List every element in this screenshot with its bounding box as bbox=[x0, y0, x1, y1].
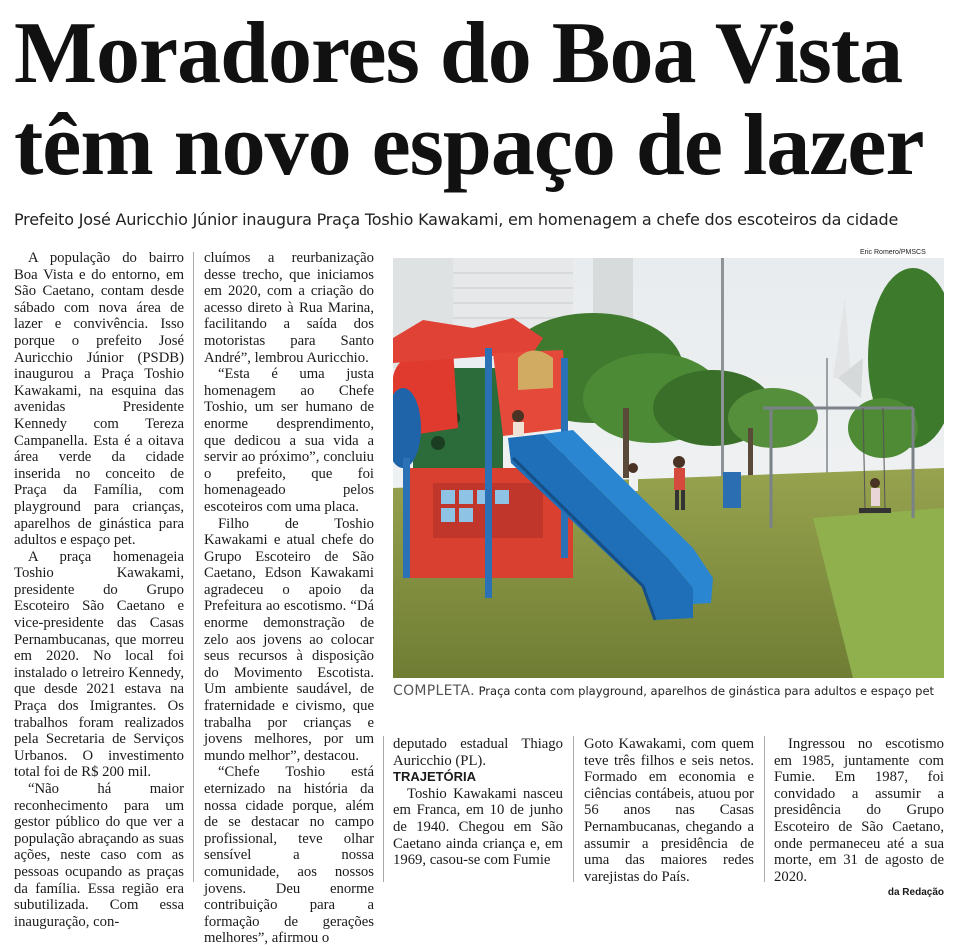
paragraph: deputado estadual Thiago Auricchio (PL). bbox=[393, 736, 563, 769]
headline-line-2: têm novo espaço de lazer bbox=[14, 97, 924, 194]
caption-kicker: COMPLETA. bbox=[393, 683, 475, 699]
paragraph: “Não há maior reconhecimento para um gestor público do que ver a população abraçando as suas ações, neste caso com as pessoas ocupando as praças da família. Essa região era subutilizada. Com essa inauguração, con- bbox=[14, 781, 184, 930]
paragraph: Toshio Kawakami nasceu em Franca, em 10 de junho de 1940. Chegou em São Caetano ainda criança e, em 1969, casou-se com Fumie bbox=[393, 785, 563, 869]
caption-text: Praça conta com playground, aparelhos de ginástica para adultos e espaço pet bbox=[478, 684, 935, 698]
column-rule bbox=[573, 736, 574, 882]
article-column-1 bbox=[14, 250, 184, 930]
photo-caption bbox=[393, 683, 948, 699]
paragraph: Goto Kawakami, com quem teve três filhos e seis netos. Formado em economia e ciências contábeis, atuou por 56 anos nas Casas Pernambucanas, chegando a assumir a presidência de uma das maiores redes varejistas do País. bbox=[584, 736, 754, 885]
article-column-2 bbox=[204, 250, 374, 947]
column-rule bbox=[383, 736, 384, 882]
section-subtitle: TRAJETÓRIA bbox=[393, 769, 477, 785]
article-column-4 bbox=[584, 736, 754, 885]
article-column-5 bbox=[774, 736, 944, 902]
article-column-3 bbox=[393, 736, 563, 869]
paragraph: Ingressou no escotismo em 1985, juntamente com Fumie. Em 1987, foi convidado a assumir a presidência do Grupo Escoteiro de São Caetano, onde permaneceu até a sua morte, em 31 de agosto de 2020. bbox=[774, 736, 944, 885]
subheadline: Prefeito José Auricchio Júnior inaugura Praça Toshio Kawakami, em homenagem a chefe dos escoteiros da cidade bbox=[14, 210, 899, 229]
playground-illustration bbox=[393, 258, 944, 678]
column-rule bbox=[193, 252, 194, 882]
paragraph: A população do bairro Boa Vista e do entorno, em São Caetano, contam desde sábado com nova área de lazer e convivência. Isso porque o prefeito José Auricchio Júnior (PSDB) inaugurou a Praça Toshio Kawakami, na esquina das avenidas Presidente Kennedy com Tereza Campanella. Esta é a oitava área verde da cidade inserida no conceito de Praça da Família, com playground para crianças, aparelhos de ginástica para adultos e espaço pet. bbox=[14, 250, 184, 549]
byline: da Redação bbox=[887, 887, 944, 899]
paragraph: “Chefe Toshio está eternizado na história da nossa cidade porque, além de se destacar no campo profissional, teve olhar sensível a nossa comunidade, aos nossos jovens. Deu enorme contribuição para a formação de gerações melhores”, afirmou o bbox=[204, 764, 374, 947]
headline-line-1: Moradores do Boa Vista bbox=[14, 5, 903, 102]
headline bbox=[14, 5, 949, 194]
paragraph: “Esta é uma justa homenagem ao Chefe Toshio, um ser humano de enorme desprendimento, que dedicou a sua vida a servir ao próximo”, concluiu o prefeito, que foi homenageado pelos escoteiros com uma placa. bbox=[204, 366, 374, 515]
paragraph: Filho de Toshio Kawakami e atual chefe do Grupo Escoteiro de São Caetano, Edson Kawakami agradeceu o apoio da Prefeitura ao escotismo. “Dá enorme demonstração de zelo aos jovens ao colocar seus recursos à disposição do Movimento Escotista. Um ambiente saudável, de fraternidade e civismo, que trabalha por crianças e jovens melhores, por um mundo melhor”, destacou. bbox=[204, 515, 374, 764]
paragraph: A praça homenageia Toshio Kawakami, presidente do Grupo Escoteiro São Caetano e vice-presidente das Casas Pernambucanas, que morreu em 2020. No local foi instalado o letreiro Kennedy, que desde 2021 estava na Praça dos Imigrantes. Os trabalhos foram realizados pela Secretaria de Serviços Urbanos. O investimento total foi de R$ 200 mil. bbox=[14, 548, 184, 781]
photo-credit: Eric Romero/PMSCS bbox=[860, 249, 926, 256]
column-rule bbox=[764, 736, 765, 882]
playground-photo bbox=[393, 258, 944, 678]
paragraph: cluímos a reurbanização desse trecho, que iniciamos em 2020, com a criação do acesso direto à Rua Marina, facilitando a saída dos motoristas para Santo André”, lembrou Auricchio. bbox=[204, 250, 374, 366]
